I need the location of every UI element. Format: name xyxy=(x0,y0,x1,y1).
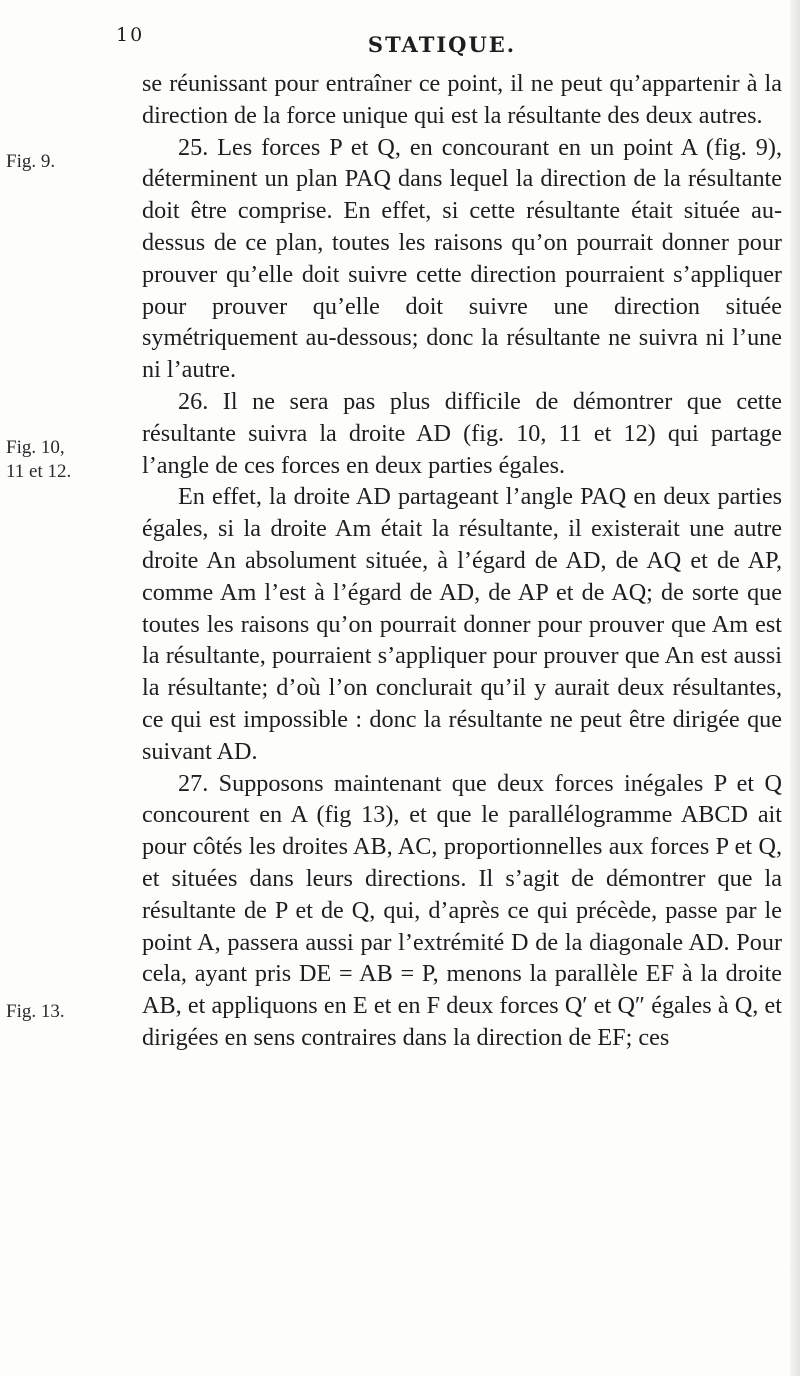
margin-note-line: Fig. 13. xyxy=(6,1001,65,1022)
paragraph-27: 27. Supposons maintenant que deux forces inégales P et Q concourent en A (fig 13), et que le parallélogramme ABCD ait pour côtés les droites AB, AC, proportionnelles aux forces P et Q, et situées dans leurs directions. Il s’agit de démontrer que la résultante de P et de Q, qui, d’après ce qui précède, passe par le point A, passera aussi par l’extrémité D de la diagonale AD. Pour cela, ayant pris DE = AB = P, menons la parallèle EF à la droite AB, et appliquons en E et en F deux forces Q′ et Q″ égales à Q, et dirigées en sens contraires dans la direction de EF; ces xyxy=(142,769,782,1051)
paragraph-continuation: se réunissant pour entraîner ce point, il ne peut qu’appartenir à la direction de la force unique qui est la résultante des deux autres. xyxy=(142,70,782,129)
margin-note-line: Fig. 10, xyxy=(6,437,65,458)
margin-note-line: 11 et 12. xyxy=(6,461,72,482)
running-title: STATIQUE. xyxy=(367,32,517,57)
margin-note-line: Fig. 9. xyxy=(6,151,56,172)
margin-note-fig-9 xyxy=(6,150,136,174)
paragraph-25: 25. Les forces P et Q, en concourant en un point A (fig. 9), déterminent un plan PAQ dans lequel la direction de la résultante doit être comprise. En effet, si cette résultante était située au-dessus de ce plan, toutes les raisons qu’on pourrait donner pour prouver qu’elle doit suivre cette direction pourraient s’appliquer pour prouver qu’elle doit suivre une direction située symétriquement au-dessous; donc la résultante ne suivra ni l’une ni l’autre. xyxy=(142,133,782,384)
margin-note-fig-10-11-12 xyxy=(6,436,136,484)
margin-note-fig-13 xyxy=(6,1000,136,1024)
body-text xyxy=(142,68,782,1054)
paragraph-26: 26. Il ne sera pas plus difficile de démontrer que cette résultante suivra la droite AD (fig. 10, 11 et 12) qui partage l’angle de ces forces en deux parties égales. xyxy=(142,387,782,479)
page-number: 10 xyxy=(116,24,145,46)
paragraph-26-proof: En effet, la droite AD partageant l’angle PAQ en deux parties égales, si la droite Am était la résultante, il existerait une autre droite An absolument située, à l’égard de AD, de AQ et de AP, comme Am l’est à l’égard de AD, de AP et de AQ; de sorte que toutes les raisons qu’on pourrait donner pour prouver que Am est la résultante, pourraient s’appliquer pour prouver que An est aussi la résultante; d’où l’on conclurait qu’il y aurait deux résultantes, ce qui est impossible : donc la résultante ne peut être dirigée que suivant AD. xyxy=(142,483,782,765)
page-edge xyxy=(790,0,800,1376)
